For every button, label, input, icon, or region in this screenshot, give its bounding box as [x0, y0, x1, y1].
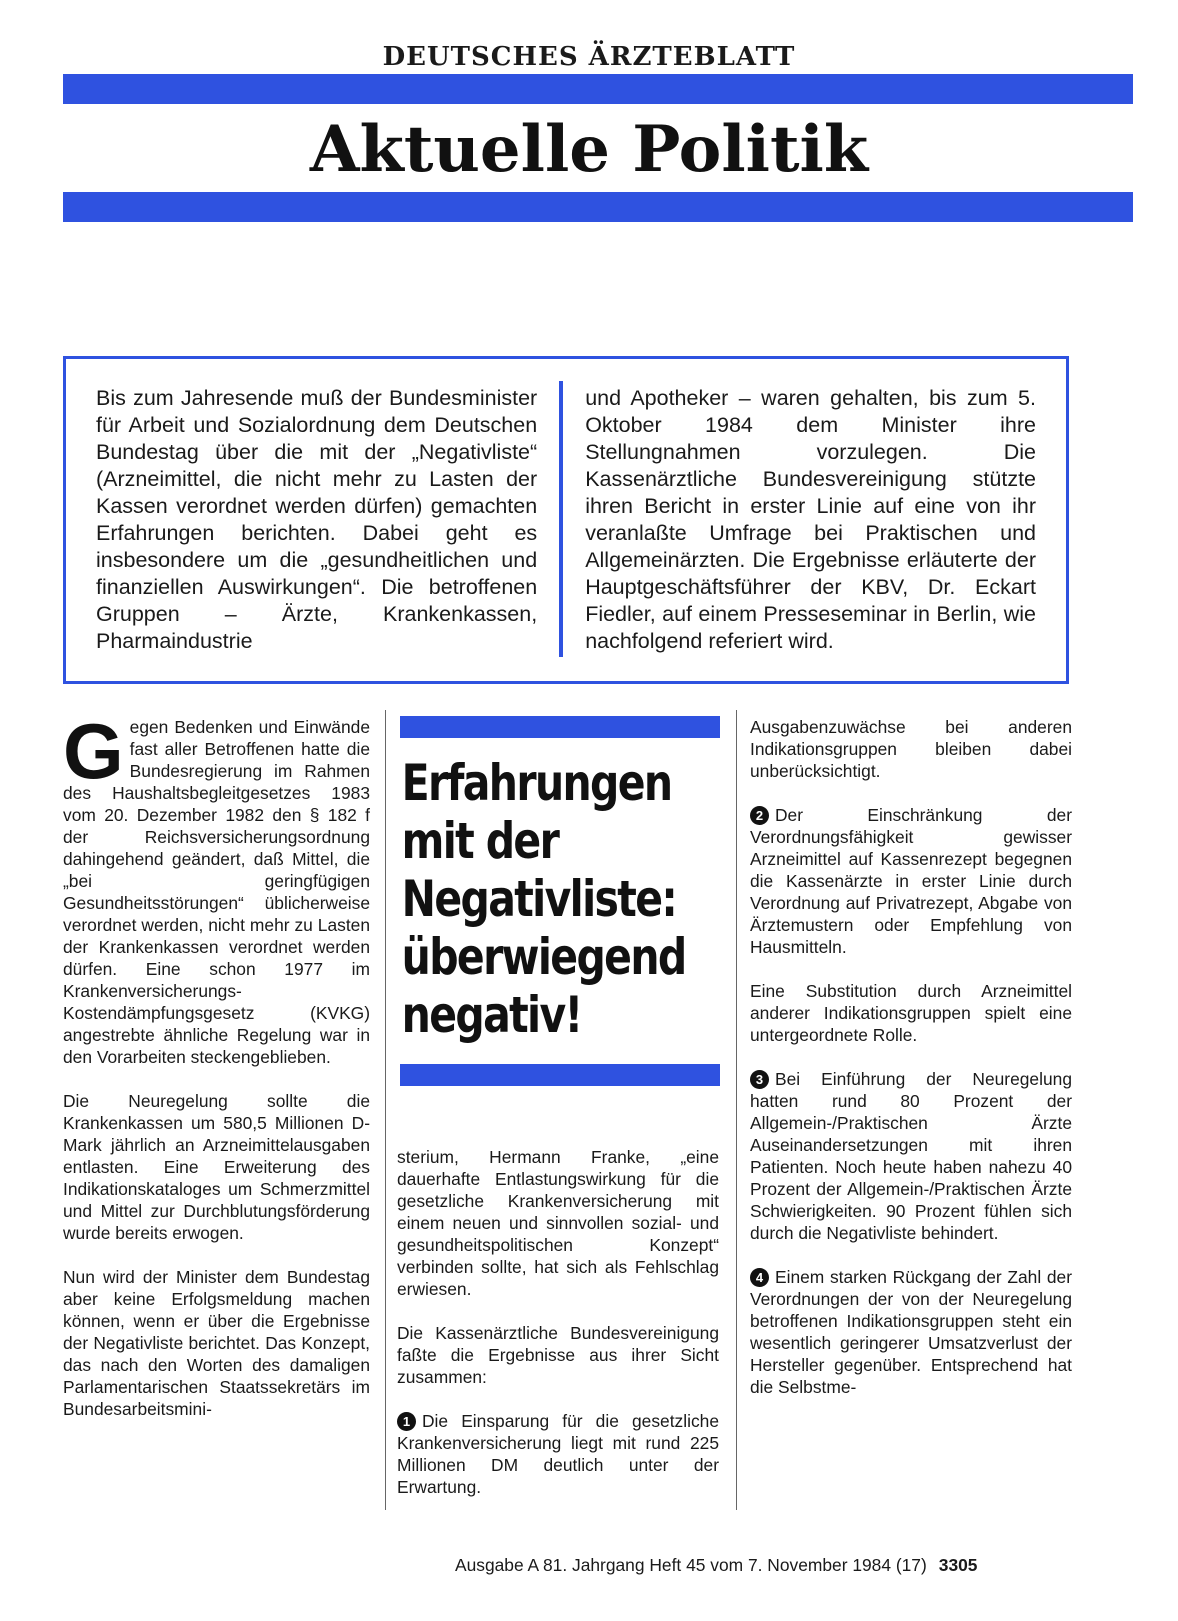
- headline: Erfahrungen mit der Negativliste: überwiegend negativ!: [401, 754, 686, 1044]
- article-column-1: [63, 707, 370, 1442]
- article-column-2: [397, 1146, 719, 1520]
- number-bullet-1: 1: [397, 1412, 416, 1431]
- page-footer: [455, 1555, 977, 1576]
- header-bar-bottom: [63, 192, 1133, 222]
- column-divider-1: [385, 710, 386, 1510]
- paragraph: Nun wird der Minister dem Bundestag aber keine Erfolgsmeldung machen können, wenn er über die Ergebnisse der Negativliste berichtet. Das Konzept, das nach den Worten des damaligen Parlamentarischen Staatssekretärs im Bundesarbeitsmini-: [63, 1267, 370, 1419]
- paragraph: sterium, Hermann Franke, „eine dauerhafte Entlastungswirkung für die gesetzliche Krankenversicherung mit einem neuen und sinnvollen sozial- und gesundheitspolitischen Konzept“ verbinden sollte, hat sich als Fehlschlag erwiesen.: [397, 1147, 719, 1299]
- masthead: DEUTSCHES ÄRZTEBLATT: [382, 42, 796, 72]
- paragraph-text: egen Bedenken und Einwände fast aller Betroffenen hatte die Bundesregierung im Rahmen des Haushaltsbegleitgesetzes 1983 vom 20. Dezember 1982 den § 182 f der Reichsversicherungsordnung dahingehend geändert, daß Mittel, die „bei geringfügigen Gesundheitsstörungen“ üblicherweise verordnet werden, nicht mehr zu Lasten der Krankenkassen verordnet werden dürfen. Eine schon 1977 im Krankenversicherungs-Kostendämpfungsgesetz (KVKG) angestrebte ähnliche Regelung war in den Vorarbeiten steckengeblieben.: [63, 717, 370, 1067]
- headline-bar-top: [400, 716, 720, 738]
- paragraph: Die Kassenärztliche Bundesvereinigung faßte die Ergebnisse aus ihrer Sicht zusammen:: [397, 1323, 719, 1387]
- number-bullet-4: 4: [750, 1268, 769, 1287]
- paragraph: Ausgabenzuwächse bei anderen Indikationsgruppen bleiben dabei unberücksichtigt.: [750, 717, 1072, 781]
- article-column-3: [750, 716, 1072, 1420]
- intro-box: [63, 356, 1069, 684]
- paragraph: [750, 804, 1072, 958]
- drop-cap: G: [63, 707, 124, 795]
- number-bullet-2: 2: [750, 806, 769, 825]
- paragraph-text: Einem starken Rückgang der Zahl der Verordnungen der von der Neuregelung betroffenen Indikationsgruppen steht ein wesentlich geringerer Umsatzverlust der Hersteller gegenüber. Entsprechend hat die Selbstme-: [750, 1267, 1072, 1397]
- footer-issue: Ausgabe A 81. Jahrgang Heft 45 vom 7. November 1984 (17): [455, 1555, 927, 1575]
- paragraph-text: Die Einsparung für die gesetzliche Krankenversicherung liegt mit rund 225 Millionen DM deutlich unter der Erwartung.: [397, 1411, 719, 1497]
- paragraph-text: Bei Einführung der Neuregelung hatten rund 80 Prozent der Allgemein-/Praktischen Ärzte Auseinandersetzungen mit ihren Patienten. Noch heute haben nahezu 40 Prozent der Allgemein-/Praktischen Ärzte Schwierigkeiten. 90 Prozent fühlen sich durch die Negativliste behindert.: [750, 1069, 1072, 1243]
- paragraph: [63, 707, 370, 1068]
- section-title: Aktuelle Politik: [309, 112, 869, 187]
- page-number: 3305: [938, 1555, 978, 1575]
- paragraph: Eine Substitution durch Arzneimittel anderer Indikationsgruppen spielt eine untergeordnete Rolle.: [750, 981, 1072, 1045]
- paragraph: [397, 1410, 719, 1498]
- intro-left: Bis zum Jahresende muß der Bundesminister für Arbeit und Sozialordnung dem Deutschen Bundestag über die mit der „Negativliste“ (Arzneimittel, die nicht mehr zu Lasten der Kassen verordnet werden dürfen) gemachten Erfahrungen berichten. Dabei geht es insbesondere um die „gesundheitlichen und finanziellen Auswirkungen“. Die betroffenen Gruppen – Ärzte, Krankenkassen, Pharmaindustrie: [96, 386, 538, 653]
- header-bar-top: [63, 74, 1133, 104]
- paragraph: Die Neuregelung sollte die Krankenkassen um 580,5 Millionen D-Mark jährlich an Arzneimittelausgaben entlasten. Eine Erweiterung des Indikationskataloges um Schmerzmittel und Mittel zur Durchblutungsförderung wurde bereits erwogen.: [63, 1091, 370, 1243]
- column-divider-2: [736, 710, 737, 1510]
- headline-box: [400, 716, 720, 1086]
- headline-bar-bottom: [400, 1064, 720, 1086]
- paragraph: [750, 1266, 1072, 1398]
- intro-right: und Apotheker – waren gehalten, bis zum 5. Oktober 1984 dem Minister ihre Stellungnahmen vorzulegen. Die Kassenärztliche Bundesvereinigung stützte ihren Bericht in erster Linie auf eine von ihr veranlaßte Umfrage bei Praktischen und Allgemeinärzten. Die Ergebnisse erläuterte der Hauptgeschäftsführer der KBV, Dr. Eckart Fiedler, auf einem Presseseminar in Berlin, wie nachfolgend referiert wird.: [559, 381, 1036, 657]
- paragraph: [750, 1068, 1072, 1244]
- number-bullet-3: 3: [750, 1070, 769, 1089]
- paragraph-text: Der Einschränkung der Verordnungsfähigkeit gewisser Arzneimittel auf Kassenrezept begegnen die Kassenärzte in erster Linie durch Verordnung auf Privatrezept, Abgabe von Ärztemustern oder Empfehlung von Hausmitteln.: [750, 805, 1072, 957]
